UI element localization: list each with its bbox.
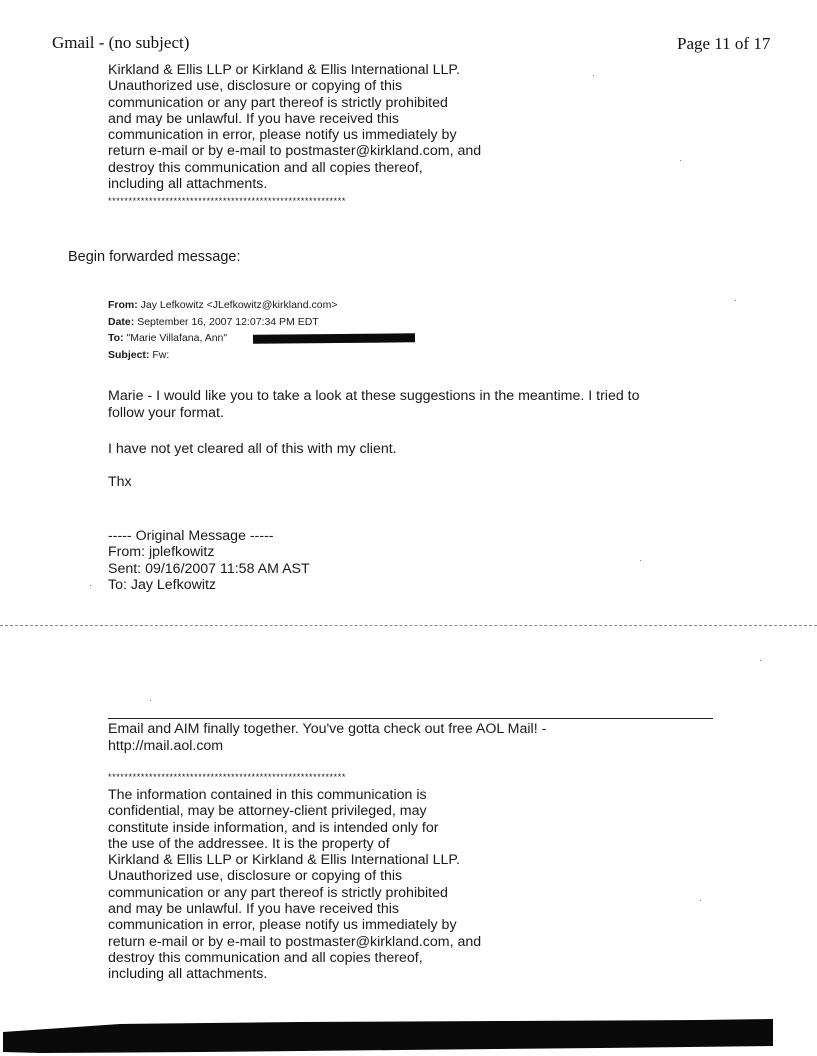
disclaimer-line: and may be unlawful. If you have received this <box>108 901 400 918</box>
disclaimer-line: the use of the addressee. It is the property of <box>108 835 390 852</box>
original-to: To: Jay Lefkowitz <box>108 576 217 593</box>
page-title: Gmail - (no subject) <box>52 33 190 52</box>
disclaimer-line: return e-mail or by e-mail to postmaster@kirkland.com, and <box>108 143 482 160</box>
disclaimer-line: including all attachments. <box>108 966 268 983</box>
disclaimer-line: communication or any part thereof is strictly prohibited <box>108 884 448 901</box>
disclaimer-line: communication in error, please notify us immediately by <box>108 917 457 934</box>
message-body-2: I have not yet cleared all of this with my client. <box>108 441 397 457</box>
bottom-redaction <box>0 1018 817 1056</box>
disclaimer-line: confidential, may be attorney-client privileged, may <box>108 803 427 820</box>
to-row: To: "Marie Villafana, Ann" <box>108 332 228 344</box>
date-row: Date: September 16, 2007 12:07:34 PM EDT <box>108 315 319 328</box>
disclaimer-line: including all attachments. <box>108 176 268 193</box>
scan-speck <box>680 160 681 161</box>
from-row: From: Jay Lefkowitz <JLefkowitz@kirkland.com> <box>108 299 338 311</box>
body-line: Marie - I would like you to take a look at these suggestions in the meantime. I tried to <box>108 388 640 404</box>
ad-divider <box>108 718 713 719</box>
disclaimer-line: Unauthorized use, disclosure or copying of this <box>108 868 403 885</box>
disclaimer-line: constitute inside information, and is intended only for <box>108 819 439 836</box>
from-value: Jay Lefkowitz <JLefkowitz@kirkland.com> <box>140 299 338 311</box>
scan-speck <box>640 560 641 561</box>
redaction-bar <box>253 333 415 343</box>
disclaimer-line: return e-mail or by e-mail to postmaster@kirkland.com, and <box>108 933 482 950</box>
scan-speck <box>90 585 91 586</box>
scan-speck <box>760 660 761 661</box>
message-sign: Thx <box>108 474 132 490</box>
ad-line: Email and AIM finally together. You've gotta check out free AOL Mail! - <box>108 721 547 737</box>
message-body <box>108 388 640 422</box>
disclaimer-line: communication in error, please notify us immediately by <box>108 127 457 144</box>
body-line: follow your format. <box>108 405 224 421</box>
disclaimer-line: The information contained in this communication is <box>108 787 427 803</box>
disclaimer-line: Unauthorized use, disclosure or copying of this <box>108 78 403 95</box>
original-message <box>108 528 310 593</box>
disclaimer-line: communication or any part thereof is strictly prohibited <box>108 94 448 111</box>
disclaimer-line: and may be unlawful. If you have received this <box>108 110 400 127</box>
dashed-divider <box>0 625 817 626</box>
disclaimer-line: Kirkland & Ellis LLP or Kirkland & Ellis International LLP. <box>108 852 460 869</box>
disclaimer-line: destroy this communication and all copies thereof, <box>108 949 423 966</box>
original-from: From: jplefkowitz <box>108 544 215 561</box>
redaction-band <box>3 1019 773 1053</box>
scan-speck <box>593 75 594 76</box>
scan-speck <box>735 300 736 301</box>
disclaimer-line: destroy this communication and all copies thereof, <box>108 159 423 176</box>
aol-ad <box>108 721 546 754</box>
asterisk-separator: ********************************************************** <box>108 196 346 206</box>
date-value: September 16, 2007 12:07:34 PM EDT <box>137 315 319 328</box>
original-sent: Sent: 09/16/2007 11:58 AM AST <box>108 560 310 577</box>
subject-row: Subject: Fw: <box>108 348 170 361</box>
original-heading: ----- Original Message ----- <box>108 528 274 544</box>
scan-speck <box>150 700 151 701</box>
disclaimer-top <box>108 62 481 192</box>
disclaimer-bottom <box>108 787 481 983</box>
asterisk-separator-2: ********************************************************** <box>108 772 346 782</box>
subject-value: Fw: <box>152 348 170 361</box>
message-headers <box>108 297 338 363</box>
disclaimer-line: Kirkland & Ellis LLP or Kirkland & Ellis International LLP. <box>108 62 460 78</box>
page-number: Page 11 of 17 <box>677 34 771 53</box>
to-value: "Marie Villafana, Ann" <box>126 332 228 344</box>
ad-link[interactable]: http://mail.aol.com <box>108 737 224 754</box>
scan-speck <box>700 900 701 901</box>
forwarded-label: Begin forwarded message: <box>68 249 241 265</box>
